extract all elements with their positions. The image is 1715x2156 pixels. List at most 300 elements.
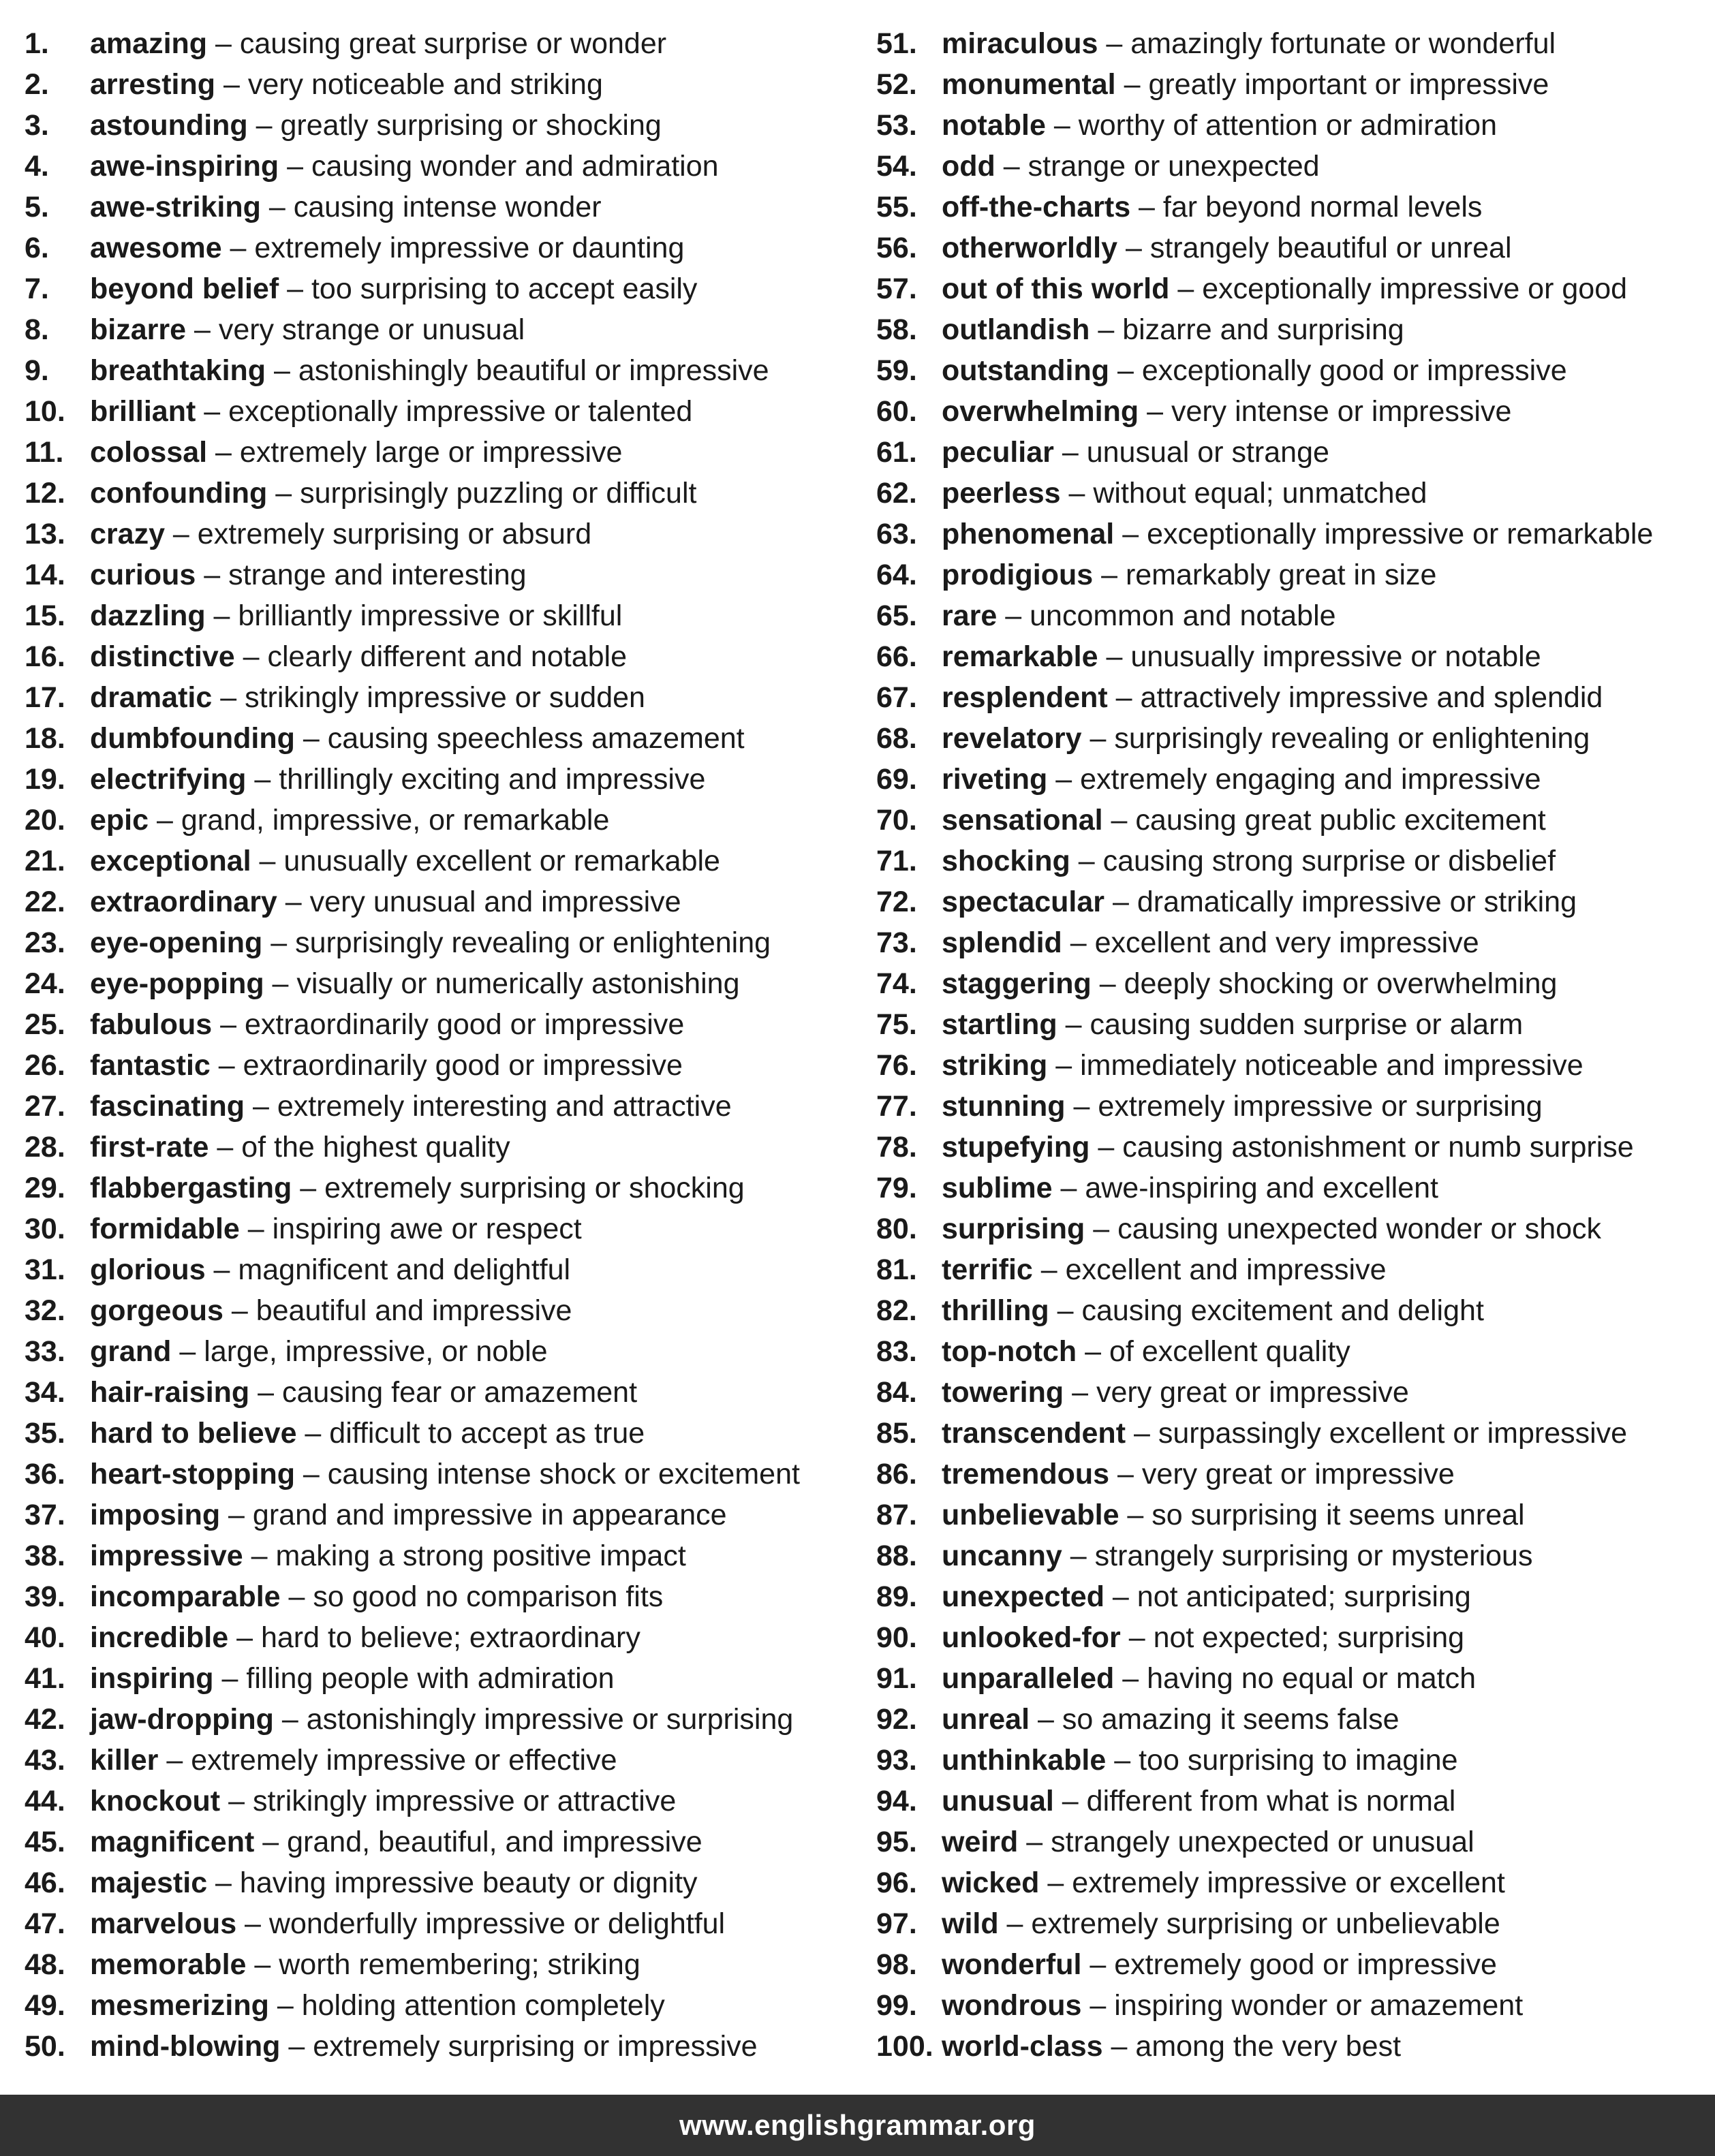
list-item	[876, 800, 1708, 841]
item-word: sublime	[942, 1172, 1053, 1204]
item-separator: –	[246, 763, 279, 796]
list-item	[25, 1413, 856, 1454]
word-list-column-right	[876, 23, 1708, 2067]
item-definition: difficult to accept as true	[329, 1417, 645, 1450]
item-word: unbelievable	[942, 1499, 1119, 1531]
item-number: 27.	[25, 1090, 65, 1123]
list-item	[25, 228, 856, 268]
item-word: unthinkable	[942, 1744, 1107, 1777]
item-word: monumental	[942, 68, 1116, 101]
list-item	[876, 1045, 1708, 1086]
list-item	[25, 64, 856, 105]
item-word: awe-striking	[90, 191, 261, 223]
list-item	[25, 881, 856, 922]
list-item	[25, 1495, 856, 1535]
item-definition: so surprising it seems unreal	[1152, 1499, 1525, 1531]
item-separator: –	[247, 109, 281, 142]
item-number: 93.	[876, 1744, 917, 1777]
item-definition: excellent and very impressive	[1094, 926, 1479, 959]
item-word: exceptional	[90, 845, 251, 877]
item-definition: too surprising to imagine	[1139, 1744, 1458, 1777]
item-word: out of this world	[942, 272, 1170, 305]
list-item	[876, 1372, 1708, 1413]
item-word: amazing	[90, 27, 208, 60]
item-word: hard to believe	[90, 1417, 297, 1450]
item-word: dramatic	[90, 681, 213, 714]
item-number: 6.	[25, 232, 49, 264]
list-item	[25, 350, 856, 391]
item-number: 11.	[25, 436, 64, 469]
item-definition: causing wonder and admiration	[311, 150, 719, 183]
item-number: 46.	[25, 1866, 65, 1899]
item-definition: different from what is normal	[1086, 1785, 1456, 1817]
item-word: jaw-dropping	[90, 1703, 274, 1736]
item-definition: strangely surprising or mysterious	[1094, 1540, 1533, 1572]
list-item	[876, 595, 1708, 636]
item-word: wondrous	[942, 1989, 1082, 2022]
item-definition: visually or numerically astonishing	[296, 967, 740, 1000]
item-separator: –	[1081, 722, 1115, 755]
list-item	[25, 1617, 856, 1658]
item-definition: large, impressive, or noble	[204, 1335, 548, 1368]
item-word: beyond belief	[90, 272, 279, 305]
list-item	[25, 432, 856, 473]
item-number: 44.	[25, 1785, 65, 1817]
item-definition: immediately noticeable and impressive	[1080, 1049, 1583, 1082]
item-word: grand	[90, 1335, 172, 1368]
item-word: knockout	[90, 1785, 221, 1817]
item-number: 39.	[25, 1580, 65, 1613]
item-number: 8.	[25, 313, 49, 346]
item-number: 9.	[25, 354, 49, 387]
item-number: 47.	[25, 1907, 65, 1940]
item-separator: –	[1091, 967, 1124, 1000]
list-item	[876, 2026, 1708, 2067]
item-word: crazy	[90, 518, 165, 550]
item-word: fascinating	[90, 1090, 245, 1123]
item-separator: –	[207, 436, 240, 469]
item-number: 13.	[25, 518, 65, 550]
list-item	[876, 759, 1708, 800]
item-definition: causing strong surprise or disbelief	[1102, 845, 1556, 877]
item-separator: –	[213, 1662, 247, 1695]
item-separator: –	[1077, 1335, 1110, 1368]
item-separator: –	[1090, 1131, 1123, 1163]
item-word: outstanding	[942, 354, 1110, 387]
list-item	[25, 105, 856, 146]
item-word: incredible	[90, 1621, 229, 1654]
item-number: 12.	[25, 477, 65, 510]
list-item	[25, 1862, 856, 1903]
item-number: 1.	[25, 27, 49, 60]
item-number: 59.	[876, 354, 917, 387]
item-word: killer	[90, 1744, 159, 1777]
item-definition: too surprising to accept easily	[311, 272, 698, 305]
item-word: wild	[942, 1907, 999, 1940]
item-word: otherworldly	[942, 232, 1118, 264]
item-number: 61.	[876, 436, 917, 469]
list-item	[876, 1944, 1708, 1985]
item-number: 15.	[25, 599, 65, 632]
item-separator: –	[1060, 477, 1094, 510]
item-number: 51.	[876, 27, 917, 60]
item-word: outlandish	[942, 313, 1090, 346]
item-separator: –	[268, 1989, 302, 2022]
list-item	[876, 391, 1708, 432]
item-number: 85.	[876, 1417, 917, 1450]
item-definition: causing astonishment or numb surprise	[1122, 1131, 1634, 1163]
item-number: 83.	[876, 1335, 917, 1368]
item-definition: extraordinarily good or impressive	[244, 1008, 685, 1041]
item-separator: –	[228, 1621, 261, 1654]
item-separator: –	[1085, 1213, 1118, 1245]
item-separator: –	[260, 191, 294, 223]
item-definition: having no equal or match	[1147, 1662, 1476, 1695]
item-number: 36.	[25, 1458, 65, 1490]
item-separator: –	[1109, 1458, 1142, 1490]
list-item	[876, 1495, 1708, 1535]
item-separator: –	[196, 395, 229, 428]
list-item	[876, 1985, 1708, 2026]
item-definition: of excellent quality	[1109, 1335, 1350, 1368]
list-item	[25, 187, 856, 228]
item-definition: extremely good or impressive	[1114, 1948, 1497, 1981]
item-number: 65.	[876, 599, 917, 632]
item-definition: exceptionally impressive or good	[1202, 272, 1628, 305]
item-separator: –	[1032, 1253, 1066, 1286]
item-separator: –	[264, 967, 297, 1000]
item-number: 42.	[25, 1703, 65, 1736]
item-separator: –	[1139, 395, 1171, 428]
item-definition: very great or impressive	[1141, 1458, 1455, 1490]
list-item	[876, 718, 1708, 759]
item-definition: so good no comparison fits	[313, 1580, 664, 1613]
list-item	[876, 1413, 1708, 1454]
item-number: 35.	[25, 1417, 65, 1450]
item-definition: awe-inspiring and excellent	[1085, 1172, 1438, 1204]
item-number: 87.	[876, 1499, 917, 1531]
list-item	[876, 1290, 1708, 1331]
item-separator: –	[1081, 1989, 1115, 2022]
item-number: 18.	[25, 722, 65, 755]
item-number: 82.	[876, 1294, 917, 1327]
item-separator: –	[277, 886, 310, 918]
list-item	[25, 514, 856, 554]
item-number: 56.	[876, 232, 917, 264]
item-number: 66.	[876, 640, 917, 673]
item-separator: –	[207, 1866, 240, 1899]
list-item	[25, 23, 856, 64]
item-number: 92.	[876, 1703, 917, 1736]
item-word: wonderful	[942, 1948, 1082, 1981]
item-definition: grand and impressive in appearance	[252, 1499, 727, 1531]
item-definition: extremely engaging and impressive	[1080, 763, 1541, 796]
list-item	[25, 2026, 856, 2067]
item-number: 88.	[876, 1540, 917, 1572]
item-word: thrilling	[942, 1294, 1049, 1327]
item-definition: wonderfully impressive or delightful	[268, 1907, 726, 1940]
item-definition: extraordinarily good or impressive	[243, 1049, 683, 1082]
item-separator: –	[1053, 436, 1087, 469]
item-number: 77.	[876, 1090, 917, 1123]
list-item	[876, 554, 1708, 595]
item-definition: having impressive beauty or dignity	[239, 1866, 698, 1899]
item-definition: exceptionally impressive or talented	[228, 395, 693, 428]
item-definition: bizarre and surprising	[1122, 313, 1404, 346]
list-item	[876, 105, 1708, 146]
item-number: 24.	[25, 967, 65, 1000]
item-definition: extremely interesting and attractive	[277, 1090, 732, 1123]
item-word: striking	[942, 1049, 1048, 1082]
item-word: formidable	[90, 1213, 240, 1245]
item-word: epic	[90, 804, 149, 837]
item-separator: –	[296, 1417, 330, 1450]
item-number: 16.	[25, 640, 65, 673]
item-word: fantastic	[90, 1049, 211, 1082]
item-number: 98.	[876, 1948, 917, 1981]
item-word: unlooked-for	[942, 1621, 1121, 1654]
item-definition: extremely impressive or excellent	[1072, 1866, 1505, 1899]
footer-url[interactable]: www.englishgrammar.org	[679, 2109, 1036, 2141]
item-word: miraculous	[942, 27, 1098, 60]
item-definition: hard to believe; extraordinary	[260, 1621, 640, 1654]
item-definition: causing sudden surprise or alarm	[1090, 1008, 1524, 1041]
item-number: 53.	[876, 109, 917, 142]
item-definition: far beyond normal levels	[1162, 191, 1483, 223]
list-item	[876, 1862, 1708, 1903]
item-word: top-notch	[942, 1335, 1077, 1368]
item-separator: –	[997, 599, 1030, 632]
item-separator: –	[995, 150, 1028, 183]
item-separator: –	[254, 1826, 288, 1858]
item-word: world-class	[942, 2030, 1103, 2063]
item-separator: –	[149, 804, 181, 837]
list-item	[876, 1822, 1708, 1862]
list-item	[876, 1454, 1708, 1495]
item-separator: –	[246, 1948, 279, 1981]
list-item	[25, 718, 856, 759]
item-definition: strangely unexpected or unusual	[1051, 1826, 1474, 1858]
item-separator: –	[1169, 272, 1203, 305]
item-definition: surprisingly revealing or enlightening	[1114, 722, 1590, 755]
item-number: 57.	[876, 272, 917, 305]
list-item	[876, 841, 1708, 881]
item-separator: –	[220, 1785, 253, 1817]
item-separator: –	[243, 1540, 276, 1572]
list-item	[876, 64, 1708, 105]
item-definition: surprisingly puzzling or difficult	[300, 477, 697, 510]
list-item	[876, 309, 1708, 350]
item-separator: –	[1126, 1417, 1158, 1450]
item-separator: –	[1104, 1580, 1137, 1613]
list-item	[876, 1127, 1708, 1168]
item-number: 26.	[25, 1049, 65, 1082]
item-definition: extremely surprising or absurd	[197, 518, 592, 550]
item-word: unreal	[942, 1703, 1030, 1736]
item-word: first-rate	[90, 1131, 209, 1163]
item-definition: worthy of attention or admiration	[1078, 109, 1497, 142]
item-number: 41.	[25, 1662, 65, 1695]
list-item	[876, 1781, 1708, 1822]
item-word: imposing	[90, 1499, 221, 1531]
item-word: awesome	[90, 232, 222, 264]
item-number: 54.	[876, 150, 917, 183]
item-number: 69.	[876, 763, 917, 796]
item-number: 80.	[876, 1213, 917, 1245]
item-number: 95.	[876, 1826, 917, 1858]
item-separator: –	[1106, 1744, 1139, 1777]
item-definition: strange and interesting	[228, 559, 527, 591]
list-item	[876, 268, 1708, 309]
item-word: uncanny	[942, 1540, 1062, 1572]
list-item	[25, 1454, 856, 1495]
item-definition: magnificent and delightful	[238, 1253, 571, 1286]
item-number: 74.	[876, 967, 917, 1000]
item-definition: deeply shocking or overwhelming	[1124, 967, 1558, 1000]
list-item	[25, 1004, 856, 1045]
list-item	[25, 636, 856, 677]
list-item	[876, 187, 1708, 228]
list-item	[25, 1372, 856, 1413]
list-item	[876, 881, 1708, 922]
item-separator: –	[292, 1172, 325, 1204]
item-separator: –	[1018, 1826, 1051, 1858]
list-item	[25, 1658, 856, 1699]
item-number: 71.	[876, 845, 917, 877]
item-separator: –	[1070, 845, 1103, 877]
list-item	[876, 963, 1708, 1004]
item-separator: –	[245, 1090, 277, 1123]
list-item	[25, 1290, 856, 1331]
item-number: 5.	[25, 191, 49, 223]
item-number: 23.	[25, 926, 65, 959]
item-word: breathtaking	[90, 354, 266, 387]
item-word: inspiring	[90, 1662, 214, 1695]
item-separator: –	[236, 1907, 269, 1940]
item-word: distinctive	[90, 640, 235, 673]
item-definition: extremely impressive or surprising	[1098, 1090, 1543, 1123]
item-separator: –	[1052, 1172, 1085, 1204]
item-separator: –	[267, 477, 300, 510]
item-number: 97.	[876, 1907, 917, 1940]
item-number: 31.	[25, 1253, 65, 1286]
item-number: 4.	[25, 150, 49, 183]
list-item	[25, 1208, 856, 1249]
list-item	[25, 1699, 856, 1740]
item-definition: extremely impressive or effective	[191, 1744, 617, 1777]
list-item	[25, 268, 856, 309]
item-separator: –	[1117, 232, 1150, 264]
list-item	[25, 841, 856, 881]
item-separator: –	[1081, 1948, 1115, 1981]
item-definition: causing intense shock or excitement	[327, 1458, 800, 1490]
item-definition: grand, impressive, or remarkable	[181, 804, 610, 837]
item-word: brilliant	[90, 395, 196, 428]
item-word: unexpected	[942, 1580, 1104, 1613]
item-separator: –	[279, 272, 311, 305]
item-separator: –	[262, 926, 296, 959]
item-definition: very noticeable and striking	[247, 68, 603, 101]
list-item	[25, 473, 856, 514]
item-definition: dramatically impressive or striking	[1137, 886, 1577, 918]
item-word: dumbfounding	[90, 722, 295, 755]
item-definition: very unusual and impressive	[309, 886, 681, 918]
item-number: 58.	[876, 313, 917, 346]
item-definition: attractively impressive and splendid	[1140, 681, 1603, 714]
item-word: towering	[942, 1376, 1064, 1409]
word-list-column-left	[25, 23, 856, 2067]
item-word: revelatory	[942, 722, 1082, 755]
item-number: 7.	[25, 272, 49, 305]
item-definition: extremely surprising or impressive	[313, 2030, 758, 2063]
item-word: transcendent	[942, 1417, 1126, 1450]
item-word: mind-blowing	[90, 2030, 281, 2063]
item-definition: thrillingly exciting and impressive	[279, 763, 706, 796]
list-item	[25, 554, 856, 595]
list-item	[25, 1127, 856, 1168]
item-number: 20.	[25, 804, 65, 837]
item-word: marvelous	[90, 1907, 237, 1940]
item-definition: very strange or unusual	[218, 313, 525, 346]
item-word: heart-stopping	[90, 1458, 295, 1490]
item-definition: causing speechless amazement	[327, 722, 745, 755]
list-item	[876, 432, 1708, 473]
item-number: 38.	[25, 1540, 65, 1572]
list-item	[25, 1576, 856, 1617]
item-word: startling	[942, 1008, 1057, 1041]
item-separator: –	[1098, 27, 1131, 60]
item-number: 2.	[25, 68, 49, 101]
item-number: 3.	[25, 109, 49, 142]
item-definition: causing great surprise or wonder	[239, 27, 667, 60]
item-separator: –	[158, 1744, 191, 1777]
item-number: 100.	[876, 2030, 933, 2063]
item-word: remarkable	[942, 640, 1098, 673]
item-definition: inspiring wonder or amazement	[1114, 1989, 1524, 2022]
list-item	[876, 1208, 1708, 1249]
item-separator: –	[215, 68, 248, 101]
item-word: majestic	[90, 1866, 208, 1899]
list-item	[876, 922, 1708, 963]
item-word: resplendent	[942, 681, 1108, 714]
item-separator: –	[186, 313, 219, 346]
item-number: 33.	[25, 1335, 65, 1368]
item-definition: clearly different and notable	[267, 640, 627, 673]
list-item	[876, 1249, 1708, 1290]
item-word: surprising	[942, 1213, 1085, 1245]
item-number: 73.	[876, 926, 917, 959]
item-number: 64.	[876, 559, 917, 591]
item-definition: without equal; unmatched	[1093, 477, 1427, 510]
item-word: sensational	[942, 804, 1103, 837]
item-separator: –	[1120, 1621, 1154, 1654]
item-separator: –	[280, 2030, 313, 2063]
item-definition: causing intense wonder	[293, 191, 602, 223]
item-word: colossal	[90, 436, 208, 469]
item-word: stupefying	[942, 1131, 1090, 1163]
item-word: mesmerizing	[90, 1989, 269, 2022]
list-item	[876, 514, 1708, 554]
item-definition: extremely impressive or daunting	[254, 232, 685, 264]
item-separator: –	[294, 722, 328, 755]
item-definition: of the highest quality	[241, 1131, 510, 1163]
list-item	[876, 1699, 1708, 1740]
item-definition: amazingly fortunate or wonderful	[1130, 27, 1556, 60]
item-number: 28.	[25, 1131, 65, 1163]
item-word: electrifying	[90, 763, 247, 796]
item-word: wicked	[942, 1866, 1040, 1899]
item-separator: –	[207, 27, 240, 60]
